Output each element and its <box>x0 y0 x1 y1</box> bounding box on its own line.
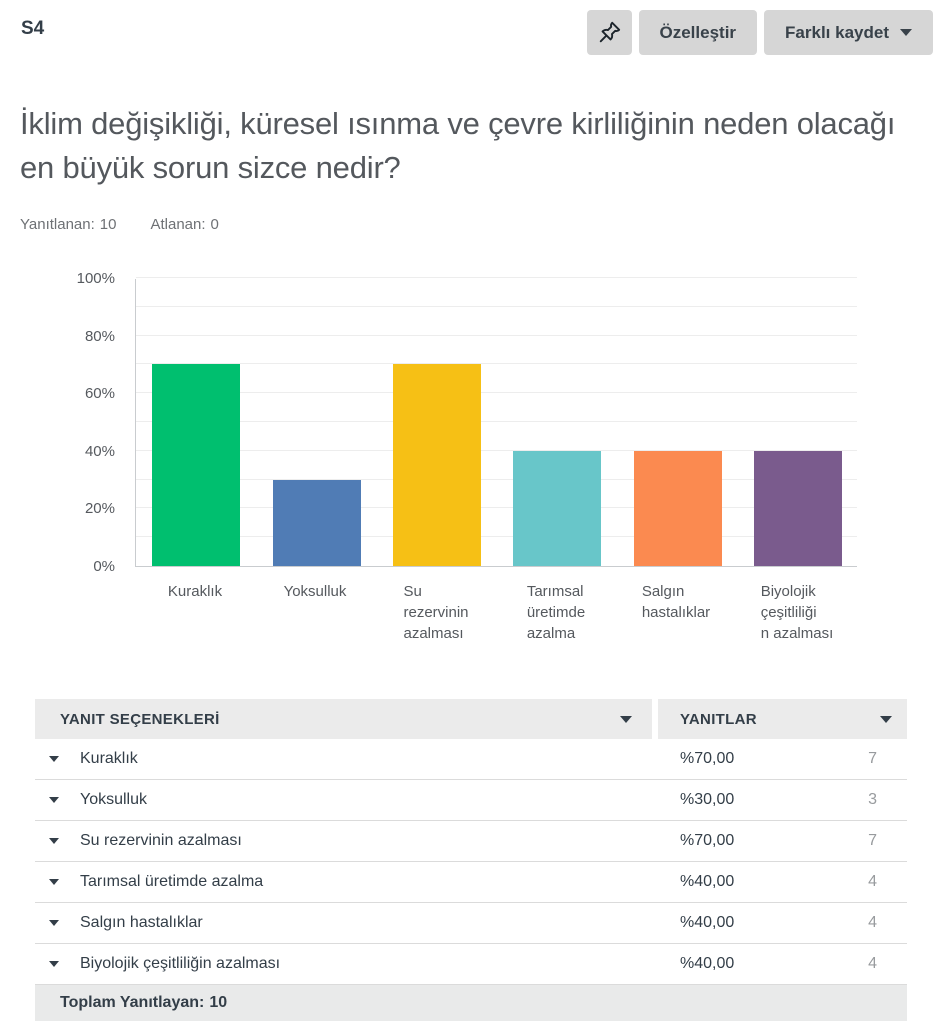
save-as-button-label: Farklı kaydet <box>785 22 889 42</box>
gridline <box>136 421 857 422</box>
expand-caret-icon[interactable] <box>49 879 59 885</box>
column-header-label: YANITLAR <box>680 710 757 728</box>
expand-caret-icon[interactable] <box>49 838 59 844</box>
topbar <box>0 0 949 56</box>
answered-stat <box>20 216 116 233</box>
answer-count: 4 <box>868 873 877 890</box>
total-value: 10 <box>209 994 228 1011</box>
question-number: S4 <box>21 18 45 39</box>
expand-caret-icon[interactable] <box>49 920 59 926</box>
table-row <box>35 862 907 903</box>
table-row <box>35 739 907 780</box>
answer-percent: %40,00 <box>680 955 735 972</box>
column-header-responses[interactable] <box>658 699 907 739</box>
gridline <box>136 335 857 336</box>
customize-button[interactable] <box>639 10 758 55</box>
y-tick-label: 20% <box>84 500 115 518</box>
answer-count: 7 <box>868 832 877 849</box>
expand-caret-icon[interactable] <box>49 756 59 762</box>
table-row <box>35 780 907 821</box>
column-header-label: YANIT SEÇENEKLERİ <box>60 710 220 728</box>
chart-bar <box>393 364 481 566</box>
customize-button-label: Özelleştir <box>659 22 737 42</box>
caret-down-icon[interactable] <box>880 716 892 723</box>
y-tick-label: 100% <box>76 270 115 287</box>
x-category-label: Su rezervinin azalması <box>403 583 469 642</box>
answer-choice-label: Biyolojik çeşitliliğin azalması <box>80 955 281 972</box>
response-stats <box>20 216 929 233</box>
x-category-label: Tarımsal üretimde azalma <box>526 583 586 642</box>
answer-choice-label: Su rezervinin azalması <box>80 832 242 849</box>
gridline <box>136 507 857 508</box>
gridline <box>136 536 857 537</box>
answer-percent: %70,00 <box>680 832 735 849</box>
chart-plot <box>135 279 857 567</box>
answer-choice-label: Yoksulluk <box>80 791 148 808</box>
gridline <box>136 392 857 393</box>
chart-bar <box>152 364 240 566</box>
y-tick-label: 40% <box>84 442 115 460</box>
bar-chart <box>0 270 949 663</box>
topbar-actions <box>587 10 934 55</box>
chart-bar <box>754 451 842 566</box>
answer-percent: %40,00 <box>680 914 735 931</box>
x-category-label: Yoksulluk <box>283 583 347 600</box>
results-table <box>35 699 907 1021</box>
table-footer <box>35 985 907 1021</box>
chart-bar <box>273 480 361 566</box>
caret-down-icon <box>900 29 912 36</box>
skipped-label: Atlanan: <box>150 216 206 233</box>
column-header-answer-choices[interactable] <box>35 699 652 739</box>
y-tick-label: 0% <box>93 558 115 575</box>
caret-down-icon[interactable] <box>620 716 632 723</box>
x-category-label: Kuraklık <box>167 583 223 600</box>
skipped-stat <box>150 216 218 233</box>
answer-count: 4 <box>868 914 877 931</box>
answer-percent: %70,00 <box>680 750 735 767</box>
y-axis-labels <box>5 270 125 575</box>
expand-caret-icon[interactable] <box>49 961 59 967</box>
expand-caret-icon[interactable] <box>49 797 59 803</box>
answered-value: 10 <box>99 216 117 233</box>
table-body <box>35 739 907 985</box>
table-header <box>35 699 907 739</box>
answer-count: 3 <box>868 791 877 808</box>
y-tick-label: 80% <box>84 327 115 345</box>
y-tick-label: 60% <box>84 385 115 403</box>
save-as-button[interactable] <box>764 10 933 55</box>
answer-choice-label: Kuraklık <box>80 750 138 767</box>
pushpin-icon <box>596 19 623 46</box>
question-title: İklim değişikliği, küresel ısınma ve çevre kirliliğinin neden olacağı en büyük sorun sizce nedir? <box>20 106 896 185</box>
answer-count: 4 <box>868 955 877 972</box>
answer-choice-label: Tarımsal üretimde azalma <box>80 873 264 890</box>
table-row <box>35 903 907 944</box>
table-row <box>35 821 907 862</box>
gridline <box>136 450 857 451</box>
skipped-value: 0 <box>210 216 219 233</box>
gridline <box>136 306 857 307</box>
answered-label: Yanıtlanan: <box>20 216 95 233</box>
total-label: Toplam Yanıtlayan: <box>60 994 205 1011</box>
answer-percent: %30,00 <box>680 791 735 808</box>
answer-count: 7 <box>868 750 877 767</box>
answer-choice-label: Salgın hastalıklar <box>80 914 203 931</box>
gridline <box>136 479 857 480</box>
pin-button[interactable] <box>587 10 632 55</box>
gridline <box>136 363 857 364</box>
chart-bar <box>634 451 722 566</box>
gridline <box>136 277 857 278</box>
answer-percent: %40,00 <box>680 873 735 890</box>
x-category-label: Biyolojik çeşitliliği n azalması <box>760 583 834 642</box>
table-row <box>35 944 907 985</box>
x-category-label: Salgın hastalıklar <box>641 583 711 621</box>
chart-bar <box>513 451 601 566</box>
